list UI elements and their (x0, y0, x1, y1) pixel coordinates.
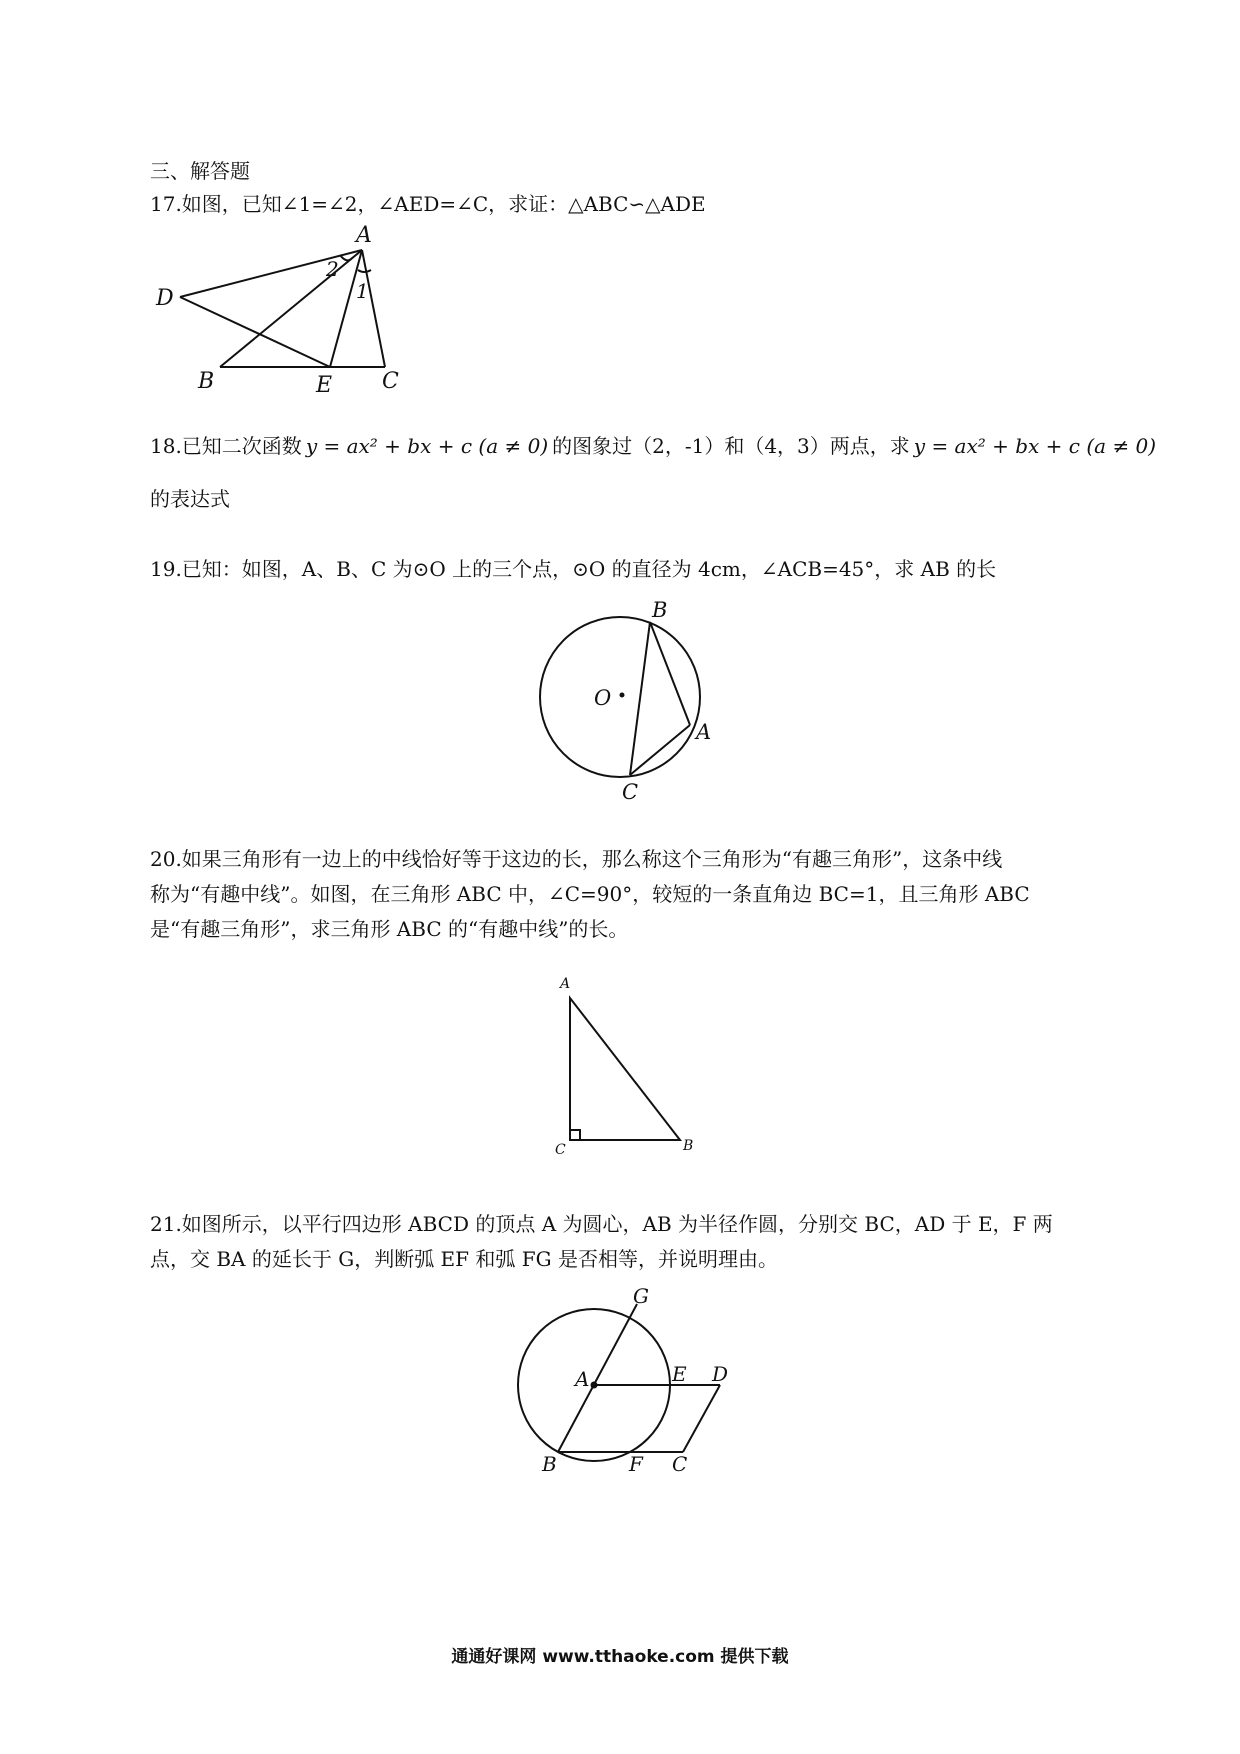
problem-18-line-1 (150, 432, 1160, 460)
label-angle-1: 1 (356, 279, 369, 303)
problem-21-figure (505, 1285, 755, 1475)
label-O: O (594, 686, 612, 710)
label-A: A (356, 223, 372, 248)
label-F: F (629, 1452, 643, 1476)
circle-O (540, 617, 700, 777)
problem-19-text: 19.已知：如图，A、B、C 为⊙O 上的三个点，⊙O 的直径为 4cm，∠ACB=45°，求 AB 的长 (150, 557, 997, 581)
segment-AC (362, 250, 385, 367)
point-A (591, 1382, 597, 1388)
label-A: A (575, 1367, 590, 1391)
problem-18-formula-2: y = ax² + bx + c (a ≠ 0) (913, 434, 1157, 458)
problem-20-line-2: 称为“有趣中线”。如图，在三角形 ABC 中，∠C=90°，较短的一条直角边 BC=1，且三角形 ABC (150, 882, 1030, 906)
problem-20-line-1: 20.如果三角形有一边上的中线恰好等于这边的长，那么称这个三角形为“有趣三角形”，这条中线 (150, 847, 1003, 871)
label-C: C (382, 369, 399, 394)
label-angle-2: 2 (326, 257, 339, 281)
problem-21-line-2: 点，交 BA 的延长于 G，判断弧 EF 和弧 FG 是否相等，并说明理由。 (150, 1247, 778, 1271)
problem-17-text: 17.如图，已知∠1=∠2，∠AED=∠C，求证：△ABC∽△ADE (150, 192, 706, 216)
label-E: E (316, 373, 333, 398)
label-G: G (633, 1284, 649, 1308)
problem-17-figure (150, 222, 410, 397)
label-C: C (555, 1142, 566, 1158)
label-D: D (712, 1362, 729, 1386)
label-C: C (622, 780, 639, 804)
triangle-ABC (570, 998, 680, 1140)
problem-18-middle: 的图象过（2，-1）和（4，3）两点，求 (552, 434, 910, 458)
label-B: B (542, 1452, 557, 1476)
label-B: B (683, 1138, 694, 1154)
angle-2-arc (340, 255, 352, 260)
problem-20-figure (545, 965, 705, 1158)
chord-BA (650, 622, 690, 725)
label-A: A (560, 976, 571, 992)
section-title: 三、解答题 (150, 159, 250, 183)
segment-DE (180, 297, 330, 367)
problem-18-line-2: 的表达式 (150, 487, 230, 511)
problem-18-formula: y = ax² + bx + c (a ≠ 0) (305, 434, 549, 458)
problem-19-figure (530, 595, 750, 805)
page-footer: 通通好课网 www.tthaoke.com 提供下载 (451, 1647, 789, 1667)
label-D: D (156, 286, 174, 311)
center-point (620, 693, 624, 697)
label-A: A (696, 720, 712, 744)
problem-21-line-1: 21.如图所示，以平行四边形 ABCD 的顶点 A 为圆心，AB 为半径作圆，分别交 BC，AD 于 E，F 两 (150, 1212, 1053, 1236)
angle-1-arc (358, 270, 371, 272)
line-BG (558, 1304, 637, 1452)
label-C: C (672, 1452, 688, 1476)
problem-18-prefix: 18.已知二次函数 (150, 434, 302, 458)
chord-BC (630, 622, 650, 775)
right-angle-mark (570, 1130, 580, 1140)
label-B: B (652, 598, 668, 622)
side-DC (683, 1385, 720, 1452)
label-B: B (198, 369, 215, 394)
label-E: E (672, 1362, 687, 1386)
problem-20-line-3: 是“有趣三角形”，求三角形 ABC 的“有趣中线”的长。 (150, 917, 629, 941)
